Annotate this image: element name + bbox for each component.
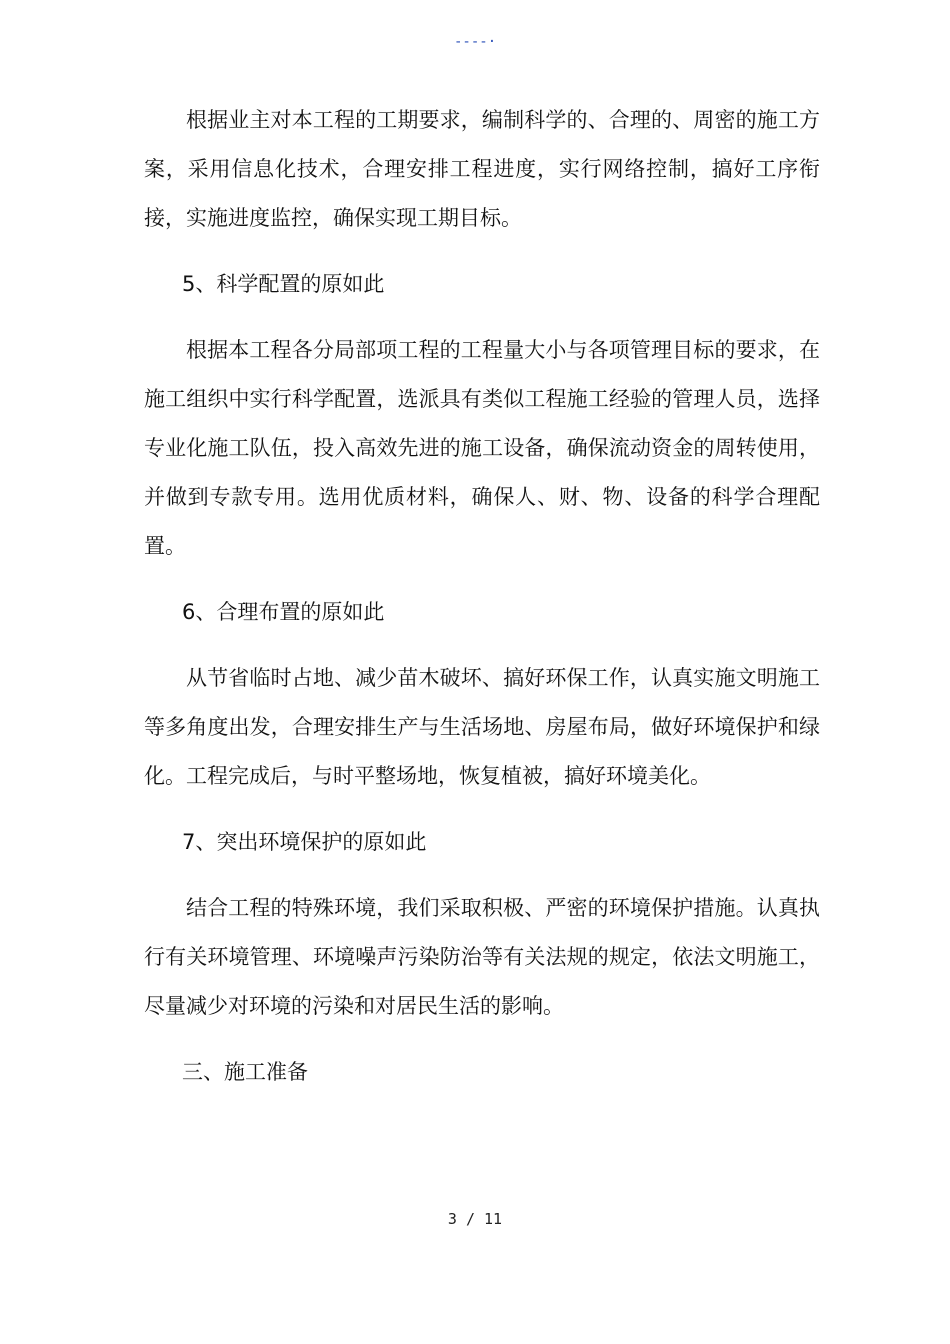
header-mark: ----· [454, 34, 497, 50]
document-body [144, 96, 820, 1114]
paragraph-environment: 结合工程的特殊环境，我们采取积极、严密的环境保护措施。认真执行有关环境管理、环境噪声污染防治等有关法规的规定，依法文明施工，尽量减少对环境的污染和对居民生活的影响。 [144, 896, 820, 1018]
heading-construction-preparation: 三、施工准备 [182, 1060, 308, 1084]
paragraph-configuration: 根据本工程各分局部项工程的工程量大小与各项管理目标的要求，在施工组织中实行科学配置，选派具有类似工程施工经验的管理人员，选择专业化施工队伍，投入高效先进的施工设备，确保流动资金的周转使用，并做到专款专用。选用优质材料，确保人、财、物、设备的科学合理配置。 [144, 338, 820, 558]
paragraph-layout: 从节省临时占地、减少苗木破坏、搞好环保工作，认真实施文明施工等多角度出发，合理安排生产与生活场地、房屋布局，做好环境保护和绿化。工程完成后，与时平整场地，恢复植被，搞好环境美化。 [144, 666, 820, 788]
heading-reasonable-layout: 6、合理布置的原如此 [182, 600, 385, 624]
paragraph-schedule: 根据业主对本工程的工期要求，编制科学的、合理的、周密的施工方案，采用信息化技术，合理安排工程进度，实行网络控制，搞好工序衔接，实施进度监控，确保实现工期目标。 [144, 108, 820, 230]
page-number: 3 / 11 [447, 1210, 503, 1228]
heading-scientific-configuration: 5、科学配置的原如此 [182, 272, 385, 296]
heading-environmental-protection: 7、突出环境保护的原如此 [182, 830, 427, 854]
